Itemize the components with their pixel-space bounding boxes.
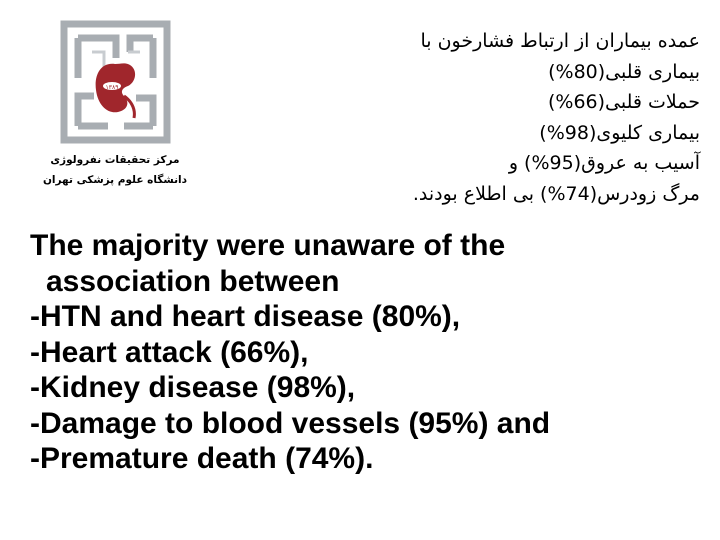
english-line: -HTN and heart disease (80%), [30,300,461,333]
org-name-line1: مرکز تحقیقات نفرولوژی [50,154,180,166]
org-name-line2: دانشگاه علوم پزشکی تهران [42,174,188,186]
english-line: -Kidney disease (98%), [30,371,356,404]
english-line: -Damage to blood vessels (95%) and [30,406,551,440]
institute-logo [40,14,190,199]
persian-line: مرگ زودرس(74%) بی اطلاع بودند. [412,182,700,205]
seal-number: ۱۳۸۹ [105,84,119,91]
persian-line: بیماری قلبی(80%) [548,60,700,83]
persian-paragraph [260,26,700,209]
english-line: -Heart attack (66%), [30,335,309,369]
persian-line: عمده بیماران از ارتباط فشارخون با [420,30,700,52]
kidney-seal-logo-icon [58,18,173,146]
english-line: association between [46,264,340,298]
english-paragraph [30,228,710,477]
english-line: The majority were unaware of the [30,229,506,262]
persian-line: بیماری کلیوی(98%) [539,121,700,144]
persian-line: حملات قلبی(66%) [547,91,700,113]
english-line: -Premature death (74%). [30,442,374,475]
persian-line: آسیب به عروق(95%) و [508,152,700,174]
